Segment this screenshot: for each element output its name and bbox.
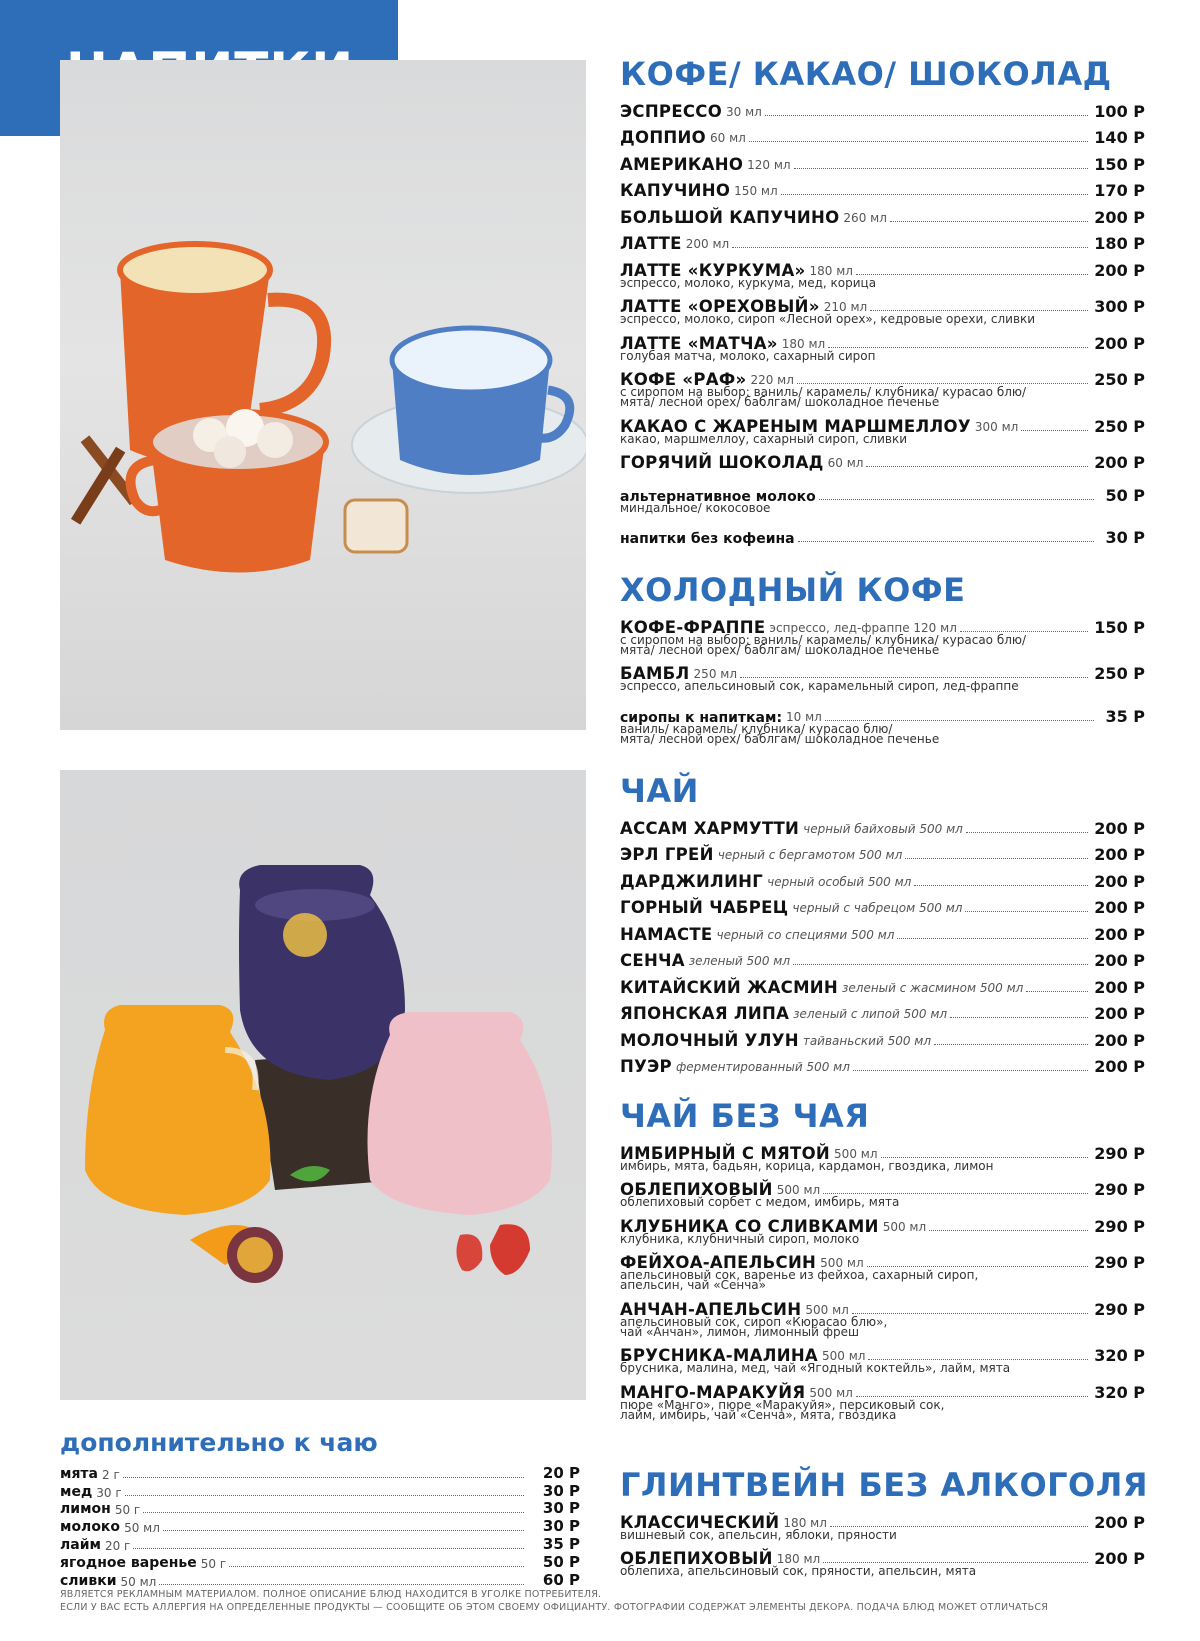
- addon-row: [60, 1464, 580, 1482]
- menu-item-description: с сиропом на выбор: ваниль/ карамель/ клубника/ курасао блю/: [620, 632, 1027, 647]
- menu-item-row: [620, 944, 1145, 971]
- menu-item-price: 30 Р: [1105, 528, 1145, 547]
- addon-name: ягодное варенье: [60, 1554, 197, 1571]
- menu-item-price: 200 Р: [1094, 951, 1145, 970]
- menu-item-price: 200 Р: [1094, 898, 1145, 917]
- menu-item-description: чай «Анчан», лимон, лимонный фреш: [620, 1324, 859, 1339]
- menu-item-price: 250 Р: [1094, 370, 1145, 389]
- footer-disclaimer: [60, 1588, 1160, 1614]
- menu-item-name: КОФЕ-ФРАППЕ: [620, 617, 766, 637]
- menu-item-price: 200 Р: [1094, 207, 1145, 227]
- menu-item-price: 290 Р: [1094, 1216, 1145, 1236]
- menu-item-volume: 180 мл: [783, 1515, 827, 1530]
- menu-item-volume: черный со специями 500 мл: [716, 927, 895, 942]
- menu-item: [620, 174, 1145, 201]
- menu-item-description: облепиховый сорбет с медом, имбирь, мята: [620, 1195, 900, 1209]
- menu-item: [620, 1292, 1145, 1339]
- menu-item-price: 200 Р: [1094, 260, 1145, 280]
- addon-price: 50 Р: [542, 1552, 580, 1571]
- dotted-leader: [881, 1157, 1089, 1158]
- menu-item: [620, 521, 1145, 548]
- menu-item-name: МОЛОЧНЫЙ УЛУН: [620, 1030, 799, 1050]
- menu-item-row: [620, 521, 1145, 548]
- menu-item-volume: ферментированный 500 мл: [675, 1060, 850, 1074]
- menu-item: [620, 478, 1145, 515]
- addon-volume: 2 г: [102, 1467, 120, 1482]
- menu-item-description: с сиропом на выбор: ваниль/ карамель/ клубника/ курасао блю/: [620, 385, 1027, 399]
- menu-item-volume: 180 мл: [776, 1552, 821, 1566]
- tea-addons: [60, 1428, 580, 1589]
- addon-volume: 50 г: [200, 1556, 227, 1571]
- dotted-leader: [897, 938, 1088, 939]
- menu-item: [620, 121, 1145, 148]
- menu-item-description: какао, маршмеллоу, сахарный сироп, сливки: [620, 431, 907, 446]
- menu-item-name: КИТАЙСКИЙ ЖАСМИН: [620, 977, 839, 997]
- menu-item-name: АМЕРИКАНО: [620, 154, 744, 174]
- addon-name: сливки: [60, 1572, 117, 1589]
- menu-item-name: ДОППИО: [620, 128, 706, 147]
- menu-item-name: КОФЕ «РАФ»: [620, 370, 747, 389]
- menu-item-volume: 500 мл: [822, 1349, 866, 1363]
- menu-item: [620, 917, 1145, 944]
- dotted-leader: [163, 1530, 524, 1531]
- menu-item: [620, 253, 1145, 290]
- menu-item-row: [620, 446, 1145, 473]
- menu-item: [620, 290, 1145, 327]
- tea-addons-list: [60, 1464, 580, 1589]
- menu-item-row: [620, 891, 1145, 918]
- addon-row: [60, 1535, 580, 1553]
- dotted-leader: [960, 631, 1088, 632]
- addon-name: мед: [60, 1483, 93, 1500]
- addon-volume: 50 мл: [120, 1574, 157, 1589]
- menu-item-description: мята/ лесной орех/ баблгам/ шоколадное печенье: [620, 395, 940, 409]
- dotted-leader: [819, 499, 1094, 500]
- menu-item-row: [620, 864, 1145, 891]
- menu-item-price: 250 Р: [1094, 664, 1145, 683]
- menu-item-volume: 60 мл: [709, 131, 746, 145]
- menu-item-volume: 250 мл: [693, 667, 737, 681]
- dotted-leader: [823, 1562, 1088, 1563]
- menu-item-description: мята/ лесной орех/ баблгам/ шоколадное печенье: [620, 731, 940, 746]
- menu-item-name: альтернативное молоко: [620, 488, 816, 505]
- addon-price: 35 Р: [542, 1534, 580, 1553]
- dotted-leader: [798, 541, 1094, 542]
- menu-item-description: апельсиновый сок, варенье из фейхоа, сахарный сироп,: [620, 1268, 979, 1282]
- menu-item-name: БРУСНИКА-МАЛИНА: [620, 1346, 819, 1365]
- footer-line-1: ЯВЛЯЕТСЯ РЕКЛАМНЫМ МАТЕРИАЛОМ. ПОЛНОЕ ОПИСАНИЕ БЛЮД НАХОДИТСЯ В УГОЛКЕ ПОТРЕБИТЕЛЯ.: [60, 1589, 602, 1600]
- dotted-leader: [830, 1526, 1088, 1527]
- menu-item-price: 200 Р: [1094, 924, 1145, 944]
- menu-item: [620, 1375, 1145, 1422]
- menu-item-price: 200 Р: [1094, 871, 1145, 891]
- menu-item-name: КЛАССИЧЕСКИЙ: [620, 1512, 780, 1532]
- footer-line-2: ЕСЛИ У ВАС ЕСТЬ АЛЛЕРГИЯ НА ОПРЕДЕЛЕННЫЕ ПРОДУКТЫ — СООБЩИТЕ ОБ ЭТОМ СВОЕМУ ОФИЦИАНТУ. ФОТОГРАФИИ СОДЕРЖАТ ЭЛЕМЕНТЫ ДЕКОРА. ПОДАЧА БЛЮД МОЖЕТ ОТЛИЧАТЬСЯ: [60, 1602, 1049, 1613]
- menu-item-price: 200 Р: [1094, 977, 1145, 997]
- menu-item-name: ЛАТТЕ «КУРКУМА»: [620, 260, 806, 280]
- dotted-leader: [781, 194, 1089, 195]
- addon-price: 30 Р: [542, 1481, 580, 1500]
- menu-item-name: ОБЛЕПИХОВЫЙ: [620, 1180, 773, 1199]
- menu-item: [620, 94, 1145, 121]
- menu-item-name: ПУЭР: [620, 1057, 672, 1076]
- menu-item-volume: 500 мл: [805, 1302, 849, 1317]
- menu-item-description: эспрессо, апельсиновый сок, карамельный сироп, лед-фраппе: [620, 679, 1019, 693]
- menu-item: [620, 1050, 1145, 1077]
- menu-item-price: 320 Р: [1094, 1346, 1145, 1365]
- menu-item: [620, 657, 1145, 694]
- menu-item-name: ОБЛЕПИХОВЫЙ: [620, 1549, 773, 1568]
- menu-item-row: [620, 1050, 1145, 1077]
- menu-item-row: [620, 1023, 1145, 1050]
- menu-item-name: КАПУЧИНО: [620, 181, 731, 200]
- menu-item-price: 180 Р: [1094, 234, 1145, 253]
- menu-item: [620, 1023, 1145, 1050]
- section-mulled-wine: [620, 1465, 1148, 1578]
- menu-item-name: КАКАО С ЖАРЕНЫМ МАРШМЕЛЛОУ: [620, 416, 971, 436]
- tea-jugs-photo: [60, 770, 586, 1400]
- menu-item: [620, 227, 1145, 254]
- dotted-leader: [966, 832, 1089, 833]
- addon-volume: 30 г: [96, 1485, 122, 1500]
- menu-item-price: 250 Р: [1094, 416, 1145, 436]
- dotted-leader: [765, 115, 1088, 116]
- dotted-leader: [823, 1193, 1088, 1194]
- section-title: КОФЕ/ КАКАО/ ШОКОЛАД: [620, 55, 1112, 93]
- addon-volume: 50 г: [114, 1503, 141, 1518]
- menu-item: [620, 363, 1145, 410]
- menu-item-name: СЕНЧА: [620, 951, 685, 970]
- dotted-leader: [749, 141, 1089, 142]
- menu-item-price: 150 Р: [1094, 154, 1145, 174]
- menu-item-row: [620, 200, 1145, 227]
- menu-item-description: клубника, клубничный сироп, молоко: [620, 1231, 860, 1246]
- menu-item-volume: зеленый 500 мл: [688, 954, 790, 968]
- menu-item-price: 150 Р: [1094, 617, 1145, 637]
- section-title: ЧАЙ: [620, 772, 699, 810]
- dotted-leader: [950, 1017, 1088, 1018]
- menu-item: [620, 891, 1145, 918]
- dotted-leader: [133, 1548, 524, 1549]
- menu-item: [620, 864, 1145, 891]
- menu-item: [620, 944, 1145, 971]
- section-title: ГЛИНТВЕЙН БЕЗ АЛКОГОЛЯ: [620, 1466, 1148, 1504]
- menu-item-volume: 180 мл: [809, 263, 853, 278]
- section-tea-without-tea: [620, 1096, 1145, 1422]
- addon-row: [60, 1571, 580, 1589]
- menu-item-volume: черный с чабрецом 500 мл: [792, 901, 963, 915]
- menu-item-price: 300 Р: [1094, 297, 1145, 316]
- dotted-leader: [856, 1396, 1088, 1397]
- menu-item: [620, 811, 1145, 838]
- menu-item-volume: 150 мл: [734, 184, 778, 198]
- menu-item-row: [620, 174, 1145, 201]
- addon-price: 60 Р: [542, 1570, 580, 1589]
- menu-item-volume: 30 мл: [726, 104, 762, 119]
- menu-item: [620, 1209, 1145, 1246]
- menu-item-volume: тайваньский 500 мл: [802, 1033, 932, 1048]
- hot-drinks-photo: [60, 60, 586, 730]
- menu-item-volume: 260 мл: [843, 210, 887, 225]
- menu-item-price: 140 Р: [1094, 128, 1145, 147]
- addon-price: 20 Р: [542, 1463, 580, 1482]
- menu-item-volume: зеленый с липой 500 мл: [793, 1007, 948, 1021]
- addon-name: мята: [60, 1465, 98, 1482]
- section-coffee: [620, 54, 1145, 547]
- section-tea: [620, 771, 1145, 1076]
- menu-item: [620, 838, 1145, 865]
- menu-item-volume: 210 мл: [823, 300, 868, 314]
- menu-item: [620, 1505, 1145, 1542]
- dotted-leader: [852, 1313, 1088, 1314]
- menu-item: [620, 699, 1145, 746]
- addon-price: 30 Р: [542, 1499, 580, 1518]
- dotted-leader: [825, 720, 1094, 721]
- menu-item: [620, 326, 1145, 363]
- menu-item-volume: эспрессо, лед-фраппе 120 мл: [769, 620, 957, 635]
- menu-item-row: [620, 997, 1145, 1024]
- dotted-leader: [868, 1359, 1088, 1360]
- dotted-leader: [797, 383, 1088, 384]
- menu-item-price: 200 Р: [1094, 1512, 1145, 1532]
- dotted-leader: [853, 1070, 1088, 1071]
- menu-item: [620, 1339, 1145, 1376]
- menu-item-volume: 500 мл: [820, 1256, 864, 1270]
- menu-item-description: апельсин, чай «Сенча»: [620, 1278, 766, 1292]
- menu-item-name: КЛУБНИКА СО СЛИВКАМИ: [620, 1216, 879, 1236]
- menu-item-description: ваниль/ карамель/ клубника/ курасао блю/: [620, 721, 893, 736]
- dotted-leader: [125, 1495, 524, 1496]
- menu-item-description: имбирь, мята, бадьян, корица, кардамон, гвоздика, лимон: [620, 1158, 994, 1173]
- dotted-leader: [740, 677, 1088, 678]
- menu-item-volume: зеленый с жасмином 500 мл: [842, 980, 1024, 995]
- menu-item-volume: 500 мл: [882, 1219, 927, 1234]
- menu-item: [620, 970, 1145, 997]
- menu-item: [620, 409, 1145, 446]
- menu-item-volume: черный особый 500 мл: [767, 874, 912, 889]
- menu-item: [620, 147, 1145, 174]
- dotted-leader: [934, 1044, 1088, 1045]
- dotted-leader: [159, 1584, 524, 1585]
- menu-item-price: 200 Р: [1094, 1004, 1145, 1023]
- addon-row: [60, 1553, 580, 1571]
- addon-row: [60, 1517, 580, 1535]
- menu-item-name: ГОРНЫЙ ЧАБРЕЦ: [620, 898, 789, 917]
- dotted-leader: [856, 274, 1088, 275]
- menu-item-description: эспрессо, молоко, сироп «Лесной орех», кедровые орехи, сливки: [620, 312, 1036, 326]
- menu-item-description: мята/ лесной орех/ баблгам/ шоколадное печенье: [620, 642, 940, 657]
- menu-item-description: облепиха, апельсиновый сок, пряности, апельсин, мята: [620, 1564, 977, 1578]
- dotted-leader: [732, 247, 1088, 248]
- menu-item-name: напитки без кофеина: [620, 531, 795, 547]
- menu-item-name: НАМАСТЕ: [620, 924, 713, 944]
- menu-item-name: ЭРЛ ГРЕЙ: [620, 845, 714, 864]
- menu-item-name: сиропы к напиткам:: [620, 709, 783, 726]
- menu-item-price: 290 Р: [1094, 1143, 1145, 1163]
- menu-item-volume: 500 мл: [834, 1146, 878, 1161]
- dotted-leader: [793, 964, 1088, 965]
- section-title: ЧАЙ БЕЗ ЧАЯ: [620, 1097, 870, 1135]
- menu-item: [620, 1173, 1145, 1210]
- addon-name: лимон: [60, 1501, 111, 1518]
- dotted-leader: [914, 885, 1088, 886]
- menu-item-row: [620, 970, 1145, 997]
- menu-item-name: ЛАТТЕ «МАТЧА»: [620, 333, 778, 353]
- menu-item-price: 200 Р: [1094, 453, 1145, 472]
- menu-item: [620, 1136, 1145, 1173]
- menu-item-volume: 10 мл: [786, 709, 822, 724]
- menu-item: [620, 1542, 1145, 1579]
- menu-item-name: АССАМ ХАРМУТТИ: [620, 818, 800, 838]
- menu-item: [620, 446, 1145, 473]
- menu-item-description: брусника, малина, мед, чай «Ягодный коктейль», лайм, мята: [620, 1361, 1011, 1375]
- menu-item-volume: 220 мл: [750, 373, 794, 387]
- menu-item-price: 290 Р: [1094, 1253, 1145, 1272]
- menu-item-price: 35 Р: [1105, 706, 1145, 726]
- menu-item-volume: 120 мл: [747, 157, 791, 172]
- addon-price: 30 Р: [542, 1517, 580, 1536]
- menu-item-volume: 500 мл: [776, 1183, 821, 1197]
- addon-volume: 50 мл: [124, 1521, 160, 1536]
- menu-item-row: [620, 121, 1145, 148]
- menu-item-volume: 500 мл: [809, 1385, 853, 1400]
- menu-item-volume: 300 мл: [974, 419, 1019, 434]
- dotted-leader: [123, 1477, 524, 1478]
- menu-item-price: 200 Р: [1094, 1549, 1145, 1568]
- menu-item-price: 170 Р: [1094, 181, 1145, 200]
- menu-item-row: [620, 94, 1145, 121]
- menu-item-volume: 60 мл: [827, 456, 864, 470]
- addon-name: лайм: [60, 1536, 101, 1553]
- menu-item-price: 50 Р: [1105, 485, 1145, 505]
- dotted-leader: [1026, 991, 1088, 992]
- menu-item-name: ДАРДЖИЛИНГ: [620, 871, 764, 891]
- addon-name: молоко: [60, 1519, 121, 1536]
- dotted-leader: [866, 466, 1088, 467]
- menu-item-name: БАМБЛ: [620, 664, 690, 683]
- menu-item-name: ИМБИРНЫЙ С МЯТОЙ: [620, 1143, 831, 1163]
- section-cold-coffee: [620, 570, 1145, 746]
- menu-item: [620, 200, 1145, 227]
- menu-item: [620, 1246, 1145, 1293]
- menu-item-description: миндальное/ кокосовое: [620, 500, 771, 515]
- menu-item-price: 200 Р: [1094, 818, 1145, 838]
- menu-item-volume: 180 мл: [781, 336, 826, 351]
- menu-item-name: ЛАТТЕ: [620, 234, 682, 253]
- menu-item-description: лайм, имбирь, чай «Сенча», мята, гвоздика: [620, 1407, 897, 1422]
- menu-item-price: 100 Р: [1094, 101, 1145, 121]
- menu-item-row: [620, 811, 1145, 838]
- menu-item-description: эспрессо, молоко, куркума, мед, корица: [620, 275, 877, 290]
- dotted-leader: [905, 858, 1088, 859]
- menu-item-price: 290 Р: [1094, 1180, 1145, 1199]
- section-title: ХОЛОДНЫЙ КОФЕ: [620, 571, 966, 609]
- menu-item-name: БОЛЬШОЙ КАПУЧИНО: [620, 207, 840, 227]
- menu-item-price: 200 Р: [1094, 333, 1145, 353]
- dotted-leader: [143, 1512, 524, 1513]
- menu-item-description: пюре «Манго», пюре «Маракуйя», персиковый сок,: [620, 1397, 945, 1412]
- menu-item-name: ГОРЯЧИЙ ШОКОЛАД: [620, 453, 824, 472]
- dotted-leader: [870, 310, 1088, 311]
- menu-item-row: [620, 838, 1145, 865]
- menu-item-price: 200 Р: [1094, 845, 1145, 864]
- dotted-leader: [929, 1230, 1088, 1231]
- dotted-leader: [828, 347, 1088, 348]
- tea-addons-title: дополнительно к чаю: [60, 1428, 378, 1457]
- dotted-leader: [867, 1266, 1089, 1267]
- dotted-leader: [965, 911, 1088, 912]
- menu-item-name: ФЕЙХОА-АПЕЛЬСИН: [620, 1253, 817, 1272]
- addon-volume: 20 г: [104, 1538, 131, 1553]
- dotted-leader: [229, 1566, 524, 1567]
- menu-item-row: [620, 917, 1145, 944]
- dotted-leader: [890, 221, 1088, 222]
- menu-item-description: голубая матча, молоко, сахарный сироп: [620, 348, 876, 363]
- menu-item-name: ЯПОНСКАЯ ЛИПА: [620, 1004, 790, 1023]
- addon-row: [60, 1500, 580, 1518]
- menu-item-price: 320 Р: [1094, 1382, 1145, 1402]
- menu-item-row: [620, 227, 1145, 254]
- addon-row: [60, 1482, 580, 1500]
- menu-item-name: АНЧАН-АПЕЛЬСИН: [620, 1299, 802, 1319]
- menu-item-name: МАНГО-МАРАКУЙЯ: [620, 1382, 806, 1402]
- dotted-leader: [794, 168, 1089, 169]
- menu-item-volume: 200 мл: [685, 237, 730, 251]
- menu-item-price: 290 Р: [1094, 1299, 1145, 1319]
- menu-item-row: [620, 147, 1145, 174]
- dotted-leader: [1021, 430, 1088, 431]
- menu-item-description: вишневый сок, апельсин, яблоки, пряности: [620, 1527, 897, 1542]
- menu-item-volume: черный с бергамотом 500 мл: [717, 848, 903, 862]
- menu-item-volume: черный байховый 500 мл: [803, 821, 963, 836]
- menu-item-price: 200 Р: [1094, 1030, 1145, 1050]
- menu-item-price: 200 Р: [1094, 1057, 1145, 1076]
- menu-item-description: апельсиновый сок, сироп «Кюрасао блю»,: [620, 1314, 888, 1329]
- menu-item: [620, 997, 1145, 1024]
- menu-item: [620, 610, 1145, 657]
- menu-item-name: ЭСПРЕССО: [620, 101, 723, 121]
- menu-item-name: ЛАТТЕ «ОРЕХОВЫЙ»: [620, 297, 820, 316]
